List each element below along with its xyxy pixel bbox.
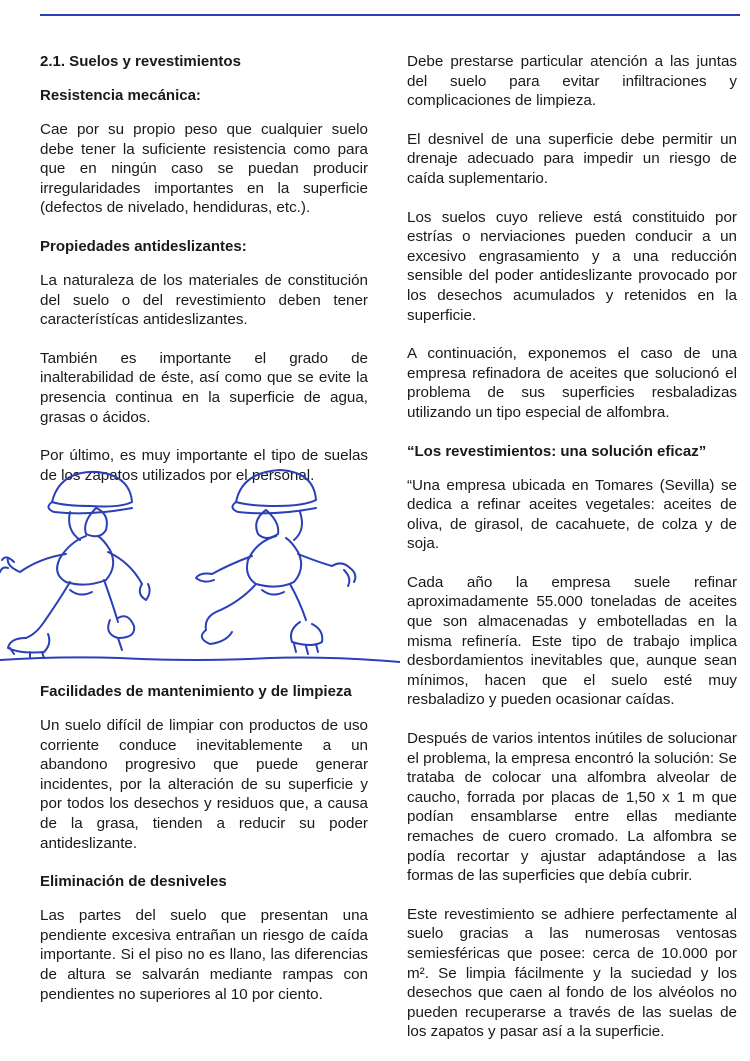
section-title: 2.1. Suelos y revestimientos (40, 53, 241, 70)
paragraph-adhiere: Este revestimiento se adhiere perfectamente al suelo gracias a las numerosas ventosas semiesféricas que posee: cerca de 10.000 por m². Se limpia fácilmente y la suciedad y los desechos que caen al fondo de los alvéolos no pueden recuperarse a través de las suelas de los zapatos y pasar así a la superficie. (407, 905, 737, 1041)
worker-right-figure (196, 470, 355, 654)
top-rule (40, 14, 740, 16)
heading-antideslizantes: Propiedades antideslizantes: (40, 237, 247, 255)
paragraph-juntas: Debe prestarse particular atención a las juntas del suelo para evitar infiltraciones y complicaciones de limpieza. (407, 53, 737, 110)
paragraph-desnivel: El desnivel de una superficie debe permitir un drenaje adecuado para impedir un riesgo de caída suplementario. (407, 130, 737, 187)
worker-left-figure (0, 472, 150, 658)
paragraph-resistencia: Cae por su propio peso que cualquier suelo debe tener la suficiente resistencia como para que en ningún caso se puedan producir irregularidades importantes en la superficie (defectos de nivelado, hendiduras, etc.). (40, 121, 368, 217)
workers-slipping-illustration (0, 462, 400, 677)
paragraph-estrias: Los suelos cuyo relieve está constituido por estrías o nerviaciones pueden conducir a un excesivo engrasamiento y a una reducción sensible del poder antideslizante provocado por los desechos acumulados y retenidos en la superficie. (407, 208, 737, 324)
heading-desniveles: Eliminación de desniveles (40, 873, 227, 891)
left-column-bottom (40, 682, 368, 1023)
right-column (407, 52, 737, 1061)
paragraph-antideslizantes-1: La naturaleza de los materiales de constitución del suelo o del revestimiento deben tener característícas antideslizantes. (40, 271, 368, 329)
left-column-top (40, 52, 368, 504)
paragraph-continuacion: A continuación, exponemos el caso de una empresa refinadora de aceites que solucionó el problema de sus superficies resbaladizas utilizando un tipo especial de alfombra. (407, 345, 737, 421)
paragraph-empresa: “Una empresa ubicada en Tomares (Sevilla) se dedica a refinar aceites vegetales: aceites de oliva, de girasol, de cacahuete, de colza y de soja. (407, 476, 737, 553)
paragraph-mantenimiento: Un suelo difícil de limpiar con productos de uso corriente conduce inevitablemente a un abandono progresivo que puede generar incidentes, por la alteración de su superficie y por todos los desechos y residuos que, a causa de la grasa, tienden a reducir su poder antideslizante. (40, 717, 368, 852)
heading-mantenimiento: Facilidades de mantenimiento y de limpieza (40, 683, 352, 700)
ground-line (0, 657, 400, 662)
paragraph-antideslizantes-2: También es importante el grado de inalterabilidad de éste, así como que se evite la presencia continua en la superficie de agua, grasas o ácidos. (40, 349, 368, 426)
paragraph-cada-ano: Cada año la empresa suele refinar aproximadamente 55.000 toneladas de aceites que son almacenadas y embotelladas en la misma refinería. Este tipo de trabajo implica desbordamientos inevitables que, aunque sean mínimos, hacen que el suelo esté muy resbaladizo y pueden ocasionar caídas. (407, 573, 737, 709)
paragraph-despues: Después de varios intentos inútiles de solucionar el problema, la empresa encontró la solución: Se trataba de colocar una alfombra alveolar de caucho, forrada por placas de 1,50 x 1 m que podían ensamblarse entre ellas mediante remaches de cuero cromado. La alfombra se podía recortar y ajustar adaptándose a las formas de las superficies que debía cubrir. (407, 730, 737, 885)
heading-revestimientos: “Los revestimientos: una solución eficaz” (407, 442, 707, 460)
paragraph-desniveles: Las partes del suelo que presentan una pendiente excesiva entrañan un riesgo de caída importante. Si el piso no es llano, las diferencias de altura se salvarán mediante rampas con pendientes no superiores al 10 por ciento. (40, 907, 368, 1003)
heading-resistencia: Resistencia mecánica: (40, 87, 201, 104)
paragraph-antideslizantes-3: Por último, es muy importante el tipo de suelas de los zapatos utilizados por el personal. (40, 447, 368, 484)
